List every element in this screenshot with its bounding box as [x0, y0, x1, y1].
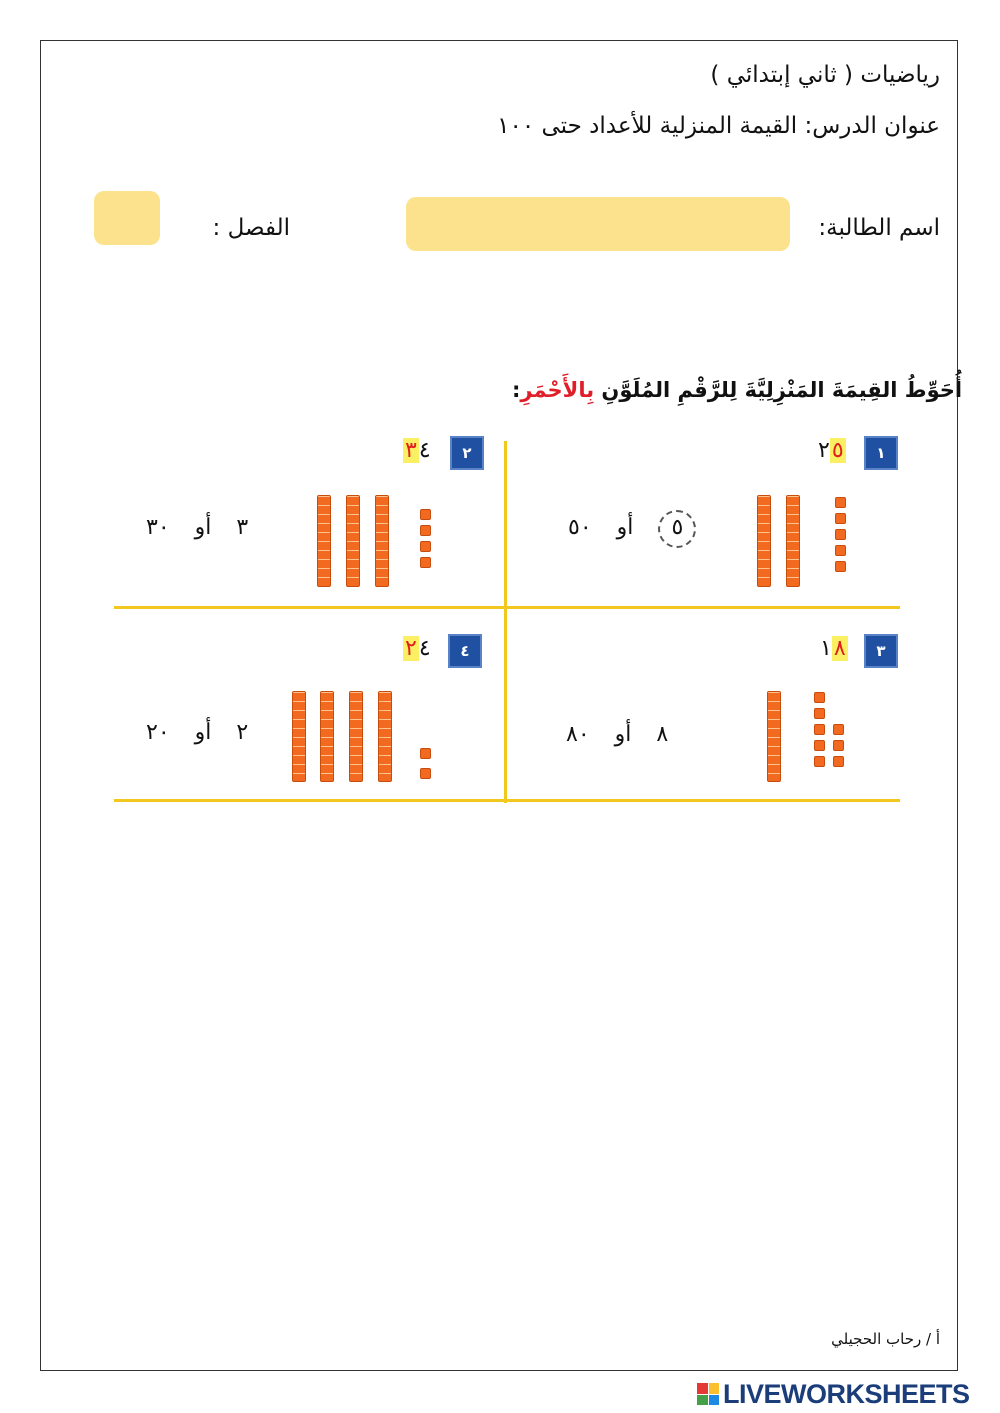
exercise-2-or: أو	[194, 515, 212, 540]
exercise-1-number	[818, 438, 846, 463]
ten-rod	[786, 495, 800, 587]
unit-cube	[835, 545, 846, 556]
unit-cube	[833, 756, 844, 767]
exercise-2-highlighted-digit: ٣	[405, 438, 417, 463]
class-field[interactable]	[94, 191, 160, 245]
instruction-red-word: بِالأَحْمَرِ	[520, 378, 595, 402]
exercise-4-alt-answer[interactable]: ٢٠	[146, 720, 170, 745]
exercise-4-badge: ٤	[448, 634, 482, 668]
ten-rod	[349, 691, 363, 782]
unit-cube	[814, 708, 825, 719]
ten-rod	[317, 495, 331, 587]
exercise-1-tens-digit: ٢	[818, 438, 830, 463]
instruction-colon: :	[512, 378, 521, 402]
subject-line: رياضيات ( ثاني إبتدائي )	[710, 62, 940, 88]
liveworksheets-brand[interactable]	[697, 1380, 970, 1408]
horizontal-divider-middle	[114, 606, 900, 609]
unit-cube	[420, 557, 431, 568]
unit-cube	[833, 724, 844, 735]
exercise-1-highlighted-digit: ٥	[831, 438, 844, 463]
unit-cube	[420, 525, 431, 536]
exercise-4-ones-digit: ٤	[418, 636, 431, 661]
unit-cube	[420, 509, 431, 520]
ten-rod	[378, 691, 392, 782]
horizontal-divider-bottom	[114, 799, 900, 802]
instruction	[512, 378, 962, 402]
exercise-1-badge: ١	[864, 436, 898, 470]
ten-rod	[346, 495, 360, 587]
unit-cube	[835, 497, 846, 508]
ten-rod	[757, 495, 771, 587]
exercise-4-number	[403, 636, 431, 661]
unit-cube	[420, 768, 431, 779]
exercise-2-badge: ٢	[450, 436, 484, 470]
exercise-2-main-answer[interactable]: ٣	[236, 515, 249, 540]
exercise-3-or: أو	[614, 722, 632, 747]
exercise-1-or: أو	[616, 515, 634, 540]
student-name-label: اسم الطالبة:	[818, 215, 940, 241]
exercise-1-circled-answer[interactable]: ٥	[658, 510, 696, 548]
ten-rod	[375, 495, 389, 587]
student-name-field[interactable]	[406, 197, 790, 251]
exercise-3-answer[interactable]	[566, 722, 668, 747]
unit-cube	[420, 748, 431, 759]
unit-cube	[835, 513, 846, 524]
exercise-3-badge: ٣	[864, 634, 898, 668]
exercise-1-answer[interactable]	[568, 510, 696, 548]
unit-cube	[814, 740, 825, 751]
exercise-2-number	[403, 438, 431, 463]
instruction-text: أُحَوِّطُ القِيمَةَ المَنْزِلِيَّةَ لِلرَّقْمِ المُلَوَّنِ	[594, 378, 963, 402]
exercise-3-main-answer[interactable]: ٨	[656, 722, 669, 747]
exercise-3-alt-answer[interactable]: ٨٠	[566, 722, 590, 747]
exercise-4-main-answer[interactable]: ٢	[236, 720, 249, 745]
ten-rod	[292, 691, 306, 782]
unit-cube	[420, 541, 431, 552]
unit-cube	[814, 692, 825, 703]
exercise-2-alt-answer[interactable]: ٣٠	[146, 515, 170, 540]
class-label: الفصل :	[212, 215, 290, 241]
exercise-4-or: أو	[194, 720, 212, 745]
liveworksheets-logo-icon	[697, 1383, 719, 1405]
liveworksheets-wordmark: LIVEWORKSHEETS	[723, 1378, 970, 1409]
exercise-4-answer[interactable]	[146, 720, 248, 745]
unit-cube	[833, 740, 844, 751]
exercise-1-alt-answer[interactable]: ٥٠	[568, 515, 592, 540]
exercise-3-highlighted-digit: ٨	[833, 636, 846, 661]
exercise-4-highlighted-digit: ٢	[405, 636, 417, 661]
vertical-divider	[504, 441, 507, 803]
lesson-title: عنوان الدرس: القيمة المنزلية للأعداد حتى ١٠٠	[497, 113, 940, 139]
unit-cube	[835, 561, 846, 572]
author-credit: أ / رحاب الحجيلي	[831, 1330, 940, 1348]
exercise-2-answer[interactable]	[146, 515, 248, 540]
unit-cube	[814, 756, 825, 767]
exercise-2-ones-digit: ٤	[418, 438, 431, 463]
unit-cube	[814, 724, 825, 735]
exercise-3-tens-digit: ١	[820, 636, 832, 661]
unit-cube	[835, 529, 846, 540]
ten-rod	[320, 691, 334, 782]
ten-rod	[767, 691, 781, 782]
exercise-3-number	[820, 636, 848, 661]
